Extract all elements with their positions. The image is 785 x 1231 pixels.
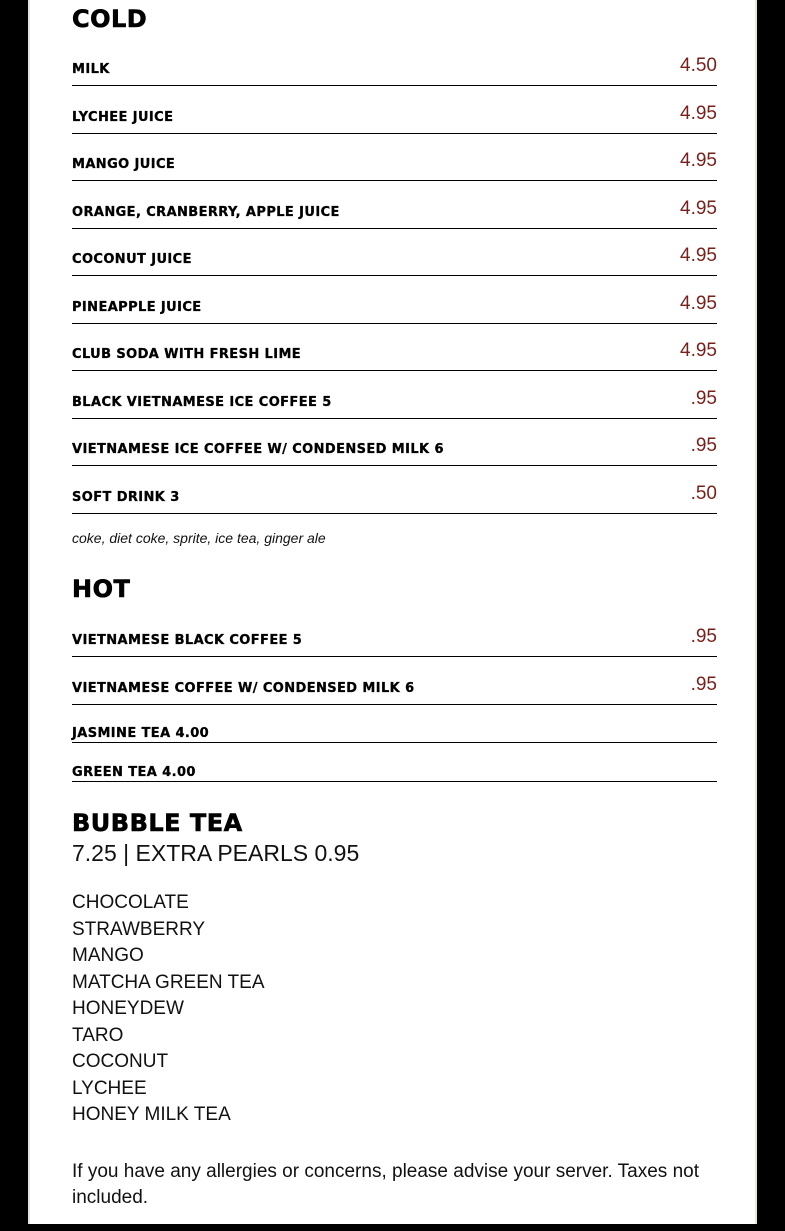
flavor-item: MATCHA GREEN TEA — [72, 971, 265, 993]
menu-item — [72, 134, 717, 181]
menu-item — [72, 324, 717, 371]
flavor-item: MANGO — [72, 945, 144, 966]
item-name: VIETNAMESE COFFEE W/ CONDENSED MILK 6 — [72, 681, 415, 696]
item-name: ORANGE, CRANBERRY, APPLE JUICE — [72, 205, 340, 220]
item-price: .95 — [690, 674, 717, 695]
menu-page — [28, 0, 757, 1224]
menu-item — [72, 466, 717, 514]
item-price: 4.95 — [680, 150, 717, 171]
item-name: MILK — [72, 62, 110, 77]
item-price: .50 — [690, 483, 717, 504]
flavor-item: COCONUT — [72, 1051, 169, 1072]
item-name: JASMINE TEA 4.00 — [72, 726, 210, 741]
item-price: 4.50 — [680, 55, 717, 76]
flavor-item: STRAWBERRY — [72, 918, 206, 940]
menu-item — [72, 705, 717, 743]
item-price: .95 — [690, 435, 717, 456]
item-name: CLUB SODA WITH FRESH LIME — [72, 347, 302, 362]
item-price: .95 — [690, 388, 717, 409]
item-name: SOFT DRINK 3 — [72, 490, 180, 505]
flavor-item: CHOCOLATE — [72, 892, 189, 913]
section-title-cold: COLD — [72, 5, 148, 33]
flavor-item: HONEY MILK TEA — [72, 1104, 231, 1125]
menu-item — [72, 743, 717, 782]
menu-item — [72, 657, 717, 705]
item-name: VIETNAMESE ICE COFFEE W/ CONDENSED MILK 6 — [72, 442, 444, 457]
menu-item — [72, 618, 717, 657]
item-name: PINEAPPLE JUICE — [72, 300, 202, 315]
menu-item — [72, 419, 717, 466]
item-price: 4.95 — [680, 245, 717, 266]
item-price: 4.95 — [680, 198, 717, 219]
item-price: 4.95 — [680, 340, 717, 361]
section-title-hot: HOT — [72, 575, 131, 603]
flavor-item: HONEYDEW — [72, 998, 184, 1019]
menu-item — [72, 86, 717, 134]
flavor-item: LYCHEE — [72, 1077, 147, 1099]
item-name: VIETNAMESE BLACK COFFEE 5 — [72, 633, 303, 648]
bubble-tea-price: 7.25 | EXTRA PEARLS 0.95 — [72, 840, 360, 866]
allergy-notice: If you have any allergies or concerns, please advise your server. Taxes not included. — [72, 1161, 699, 1208]
flavor-item: TARO — [72, 1024, 124, 1046]
item-price: 4.95 — [680, 293, 717, 314]
item-name: LYCHEE JUICE — [72, 110, 174, 125]
item-price: .95 — [690, 626, 717, 647]
menu-item — [72, 229, 717, 276]
item-price: 4.95 — [680, 103, 717, 124]
item-name: COCONUT JUICE — [72, 252, 192, 267]
section-title-bubble-tea: BUBBLE TEA — [72, 809, 243, 837]
menu-item — [72, 48, 717, 86]
item-name: BLACK VIETNAMESE ICE COFFEE 5 — [72, 395, 332, 410]
bubble-tea-flavor-list — [72, 890, 265, 1129]
menu-item — [72, 276, 717, 324]
menu-item — [72, 371, 717, 419]
item-name: MANGO JUICE — [72, 157, 176, 172]
menu-item — [72, 181, 717, 229]
soft-drink-note: coke, diet coke, sprite, ice tea, ginger ale — [72, 530, 326, 546]
item-name: GREEN TEA 4.00 — [72, 765, 196, 780]
